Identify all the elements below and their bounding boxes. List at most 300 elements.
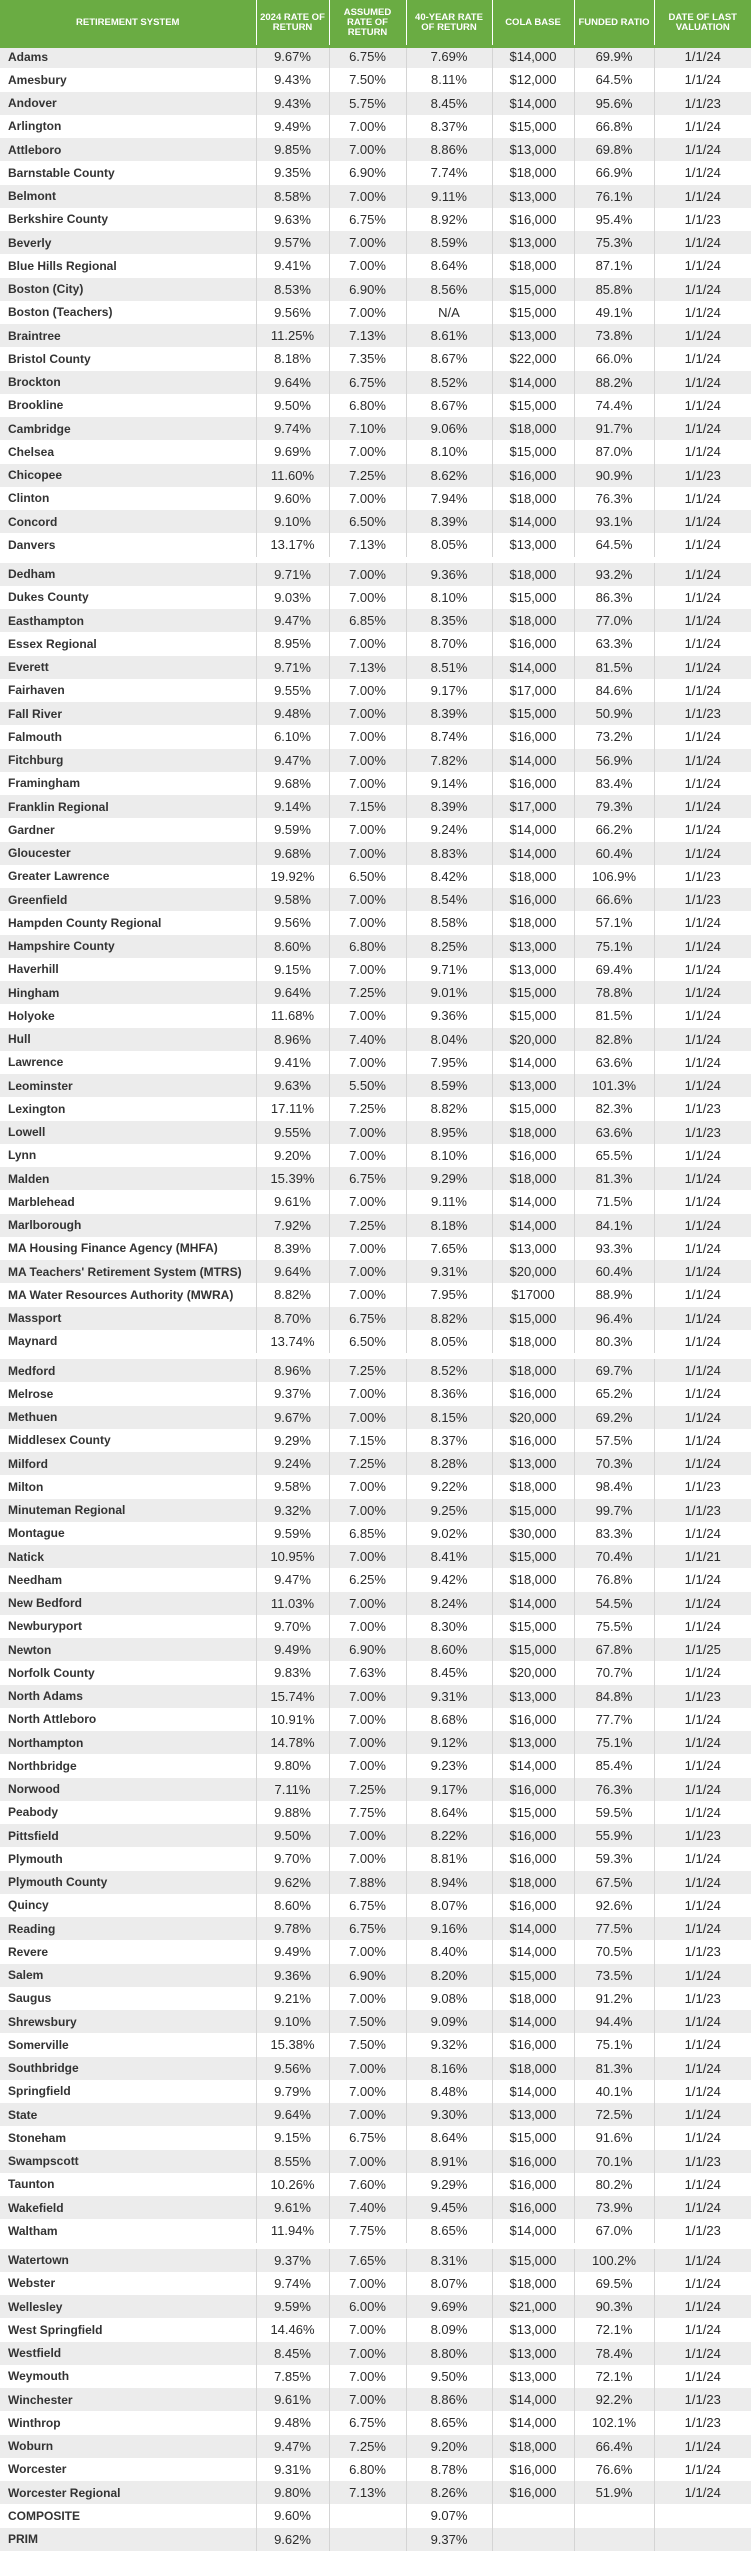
cell-cola-base: $16,000: [492, 1382, 574, 1405]
cell-assumed-rate: 7.00%: [329, 1382, 406, 1405]
cell-funded-ratio: 98.4%: [574, 1475, 654, 1498]
cell-retirement-system: Berkshire County: [0, 208, 256, 231]
cell-2024-rate: 9.32%: [256, 1499, 329, 1522]
cell-assumed-rate: 7.00%: [329, 1121, 406, 1144]
cell-assumed-rate: 7.00%: [329, 2103, 406, 2126]
cell-funded-ratio: 80.2%: [574, 2173, 654, 2196]
cell-cola-base: $18,000: [492, 560, 574, 586]
cell-2024-rate: 10.95%: [256, 1545, 329, 1568]
cell-funded-ratio: 87.0%: [574, 440, 654, 463]
cell-2024-rate: 9.80%: [256, 2481, 329, 2504]
cell-valuation-date: 1/1/24: [654, 772, 751, 795]
cell-cola-base: $15,000: [492, 1097, 574, 1120]
cell-assumed-rate: 7.00%: [329, 1754, 406, 1777]
table-row: [0, 440, 751, 463]
cell-40-year-rate: 8.20%: [406, 1964, 492, 1987]
cell-2024-rate: 9.63%: [256, 208, 329, 231]
cell-40-year-rate: 7.94%: [406, 487, 492, 510]
cell-assumed-rate: 7.13%: [329, 656, 406, 679]
cell-40-year-rate: 7.69%: [406, 45, 492, 68]
cell-2024-rate: 8.58%: [256, 185, 329, 208]
cell-valuation-date: 1/1/24: [654, 560, 751, 586]
cell-cola-base: $15,000: [492, 1499, 574, 1522]
cell-assumed-rate: 7.00%: [329, 1237, 406, 1260]
cell-40-year-rate: 8.65%: [406, 2411, 492, 2434]
cell-valuation-date: 1/1/24: [654, 679, 751, 702]
table-row: [0, 2219, 751, 2245]
table-row: [0, 2272, 751, 2295]
cell-2024-rate: 9.37%: [256, 2246, 329, 2272]
cell-funded-ratio: 57.5%: [574, 1429, 654, 1452]
cell-funded-ratio: [574, 2504, 654, 2527]
cell-valuation-date: 1/1/24: [654, 1307, 751, 1330]
table-body: [0, 45, 751, 2551]
cell-40-year-rate: 8.39%: [406, 510, 492, 533]
cell-retirement-system: Hingham: [0, 981, 256, 1004]
cell-cola-base: $15,000: [492, 440, 574, 463]
cell-retirement-system: Taunton: [0, 2173, 256, 2196]
cell-assumed-rate: 7.65%: [329, 2246, 406, 2272]
cell-assumed-rate: [329, 2528, 406, 2551]
cell-2024-rate: 9.20%: [256, 1144, 329, 1167]
cell-40-year-rate: 8.95%: [406, 1121, 492, 1144]
cell-40-year-rate: 8.82%: [406, 1097, 492, 1120]
cell-cola-base: $13,000: [492, 2365, 574, 2388]
table-row: [0, 911, 751, 934]
table-row: [0, 347, 751, 370]
cell-assumed-rate: 6.75%: [329, 1167, 406, 1190]
cell-assumed-rate: 7.00%: [329, 1545, 406, 1568]
cell-assumed-rate: 7.00%: [329, 2342, 406, 2365]
cell-40-year-rate: 8.42%: [406, 865, 492, 888]
cell-retirement-system: Haverhill: [0, 958, 256, 981]
cell-valuation-date: 1/1/24: [654, 1429, 751, 1452]
cell-assumed-rate: 6.00%: [329, 2295, 406, 2318]
table-row: [0, 2103, 751, 2126]
cell-40-year-rate: 8.68%: [406, 1708, 492, 1731]
cell-assumed-rate: 7.00%: [329, 1004, 406, 1027]
cell-funded-ratio: 69.2%: [574, 1406, 654, 1429]
cell-funded-ratio: 63.6%: [574, 1121, 654, 1144]
cell-2024-rate: 9.49%: [256, 1940, 329, 1963]
cell-2024-rate: 8.96%: [256, 1028, 329, 1051]
cell-40-year-rate: 8.86%: [406, 138, 492, 161]
cell-retirement-system: Melrose: [0, 1382, 256, 1405]
cell-2024-rate: 9.47%: [256, 1568, 329, 1591]
cell-cola-base: $15,000: [492, 115, 574, 138]
cell-retirement-system: Danvers: [0, 533, 256, 559]
table-row: [0, 1499, 751, 1522]
cell-cola-base: $18,000: [492, 1475, 574, 1498]
cell-2024-rate: 8.60%: [256, 1894, 329, 1917]
table-row: [0, 865, 751, 888]
cell-valuation-date: 1/1/24: [654, 842, 751, 865]
cell-retirement-system: Needham: [0, 1568, 256, 1591]
cell-funded-ratio: 81.5%: [574, 656, 654, 679]
cell-funded-ratio: 72.5%: [574, 2103, 654, 2126]
cell-cola-base: $14,000: [492, 2010, 574, 2033]
cell-2024-rate: 9.48%: [256, 2411, 329, 2434]
cell-retirement-system: Woburn: [0, 2435, 256, 2458]
cell-cola-base: $15,000: [492, 1801, 574, 1824]
cell-40-year-rate: 8.78%: [406, 2458, 492, 2481]
cell-cola-base: $18,000: [492, 1356, 574, 1382]
cell-retirement-system: Natick: [0, 1545, 256, 1568]
cell-retirement-system: Hull: [0, 1028, 256, 1051]
cell-valuation-date: 1/1/24: [654, 278, 751, 301]
cell-cola-base: $22,000: [492, 347, 574, 370]
cell-funded-ratio: 75.5%: [574, 1615, 654, 1638]
cell-retirement-system: Chicopee: [0, 464, 256, 487]
cell-2024-rate: 17.11%: [256, 1097, 329, 1120]
cell-retirement-system: Attleboro: [0, 138, 256, 161]
cell-cola-base: $14,000: [492, 1592, 574, 1615]
cell-cola-base: $14,000: [492, 2219, 574, 2245]
cell-valuation-date: 1/1/23: [654, 2150, 751, 2173]
cell-40-year-rate: 8.86%: [406, 2388, 492, 2411]
cell-funded-ratio: 84.1%: [574, 1214, 654, 1237]
table-row: [0, 842, 751, 865]
cell-40-year-rate: 8.24%: [406, 1592, 492, 1615]
table-row: [0, 632, 751, 655]
cell-funded-ratio: 96.4%: [574, 1307, 654, 1330]
cell-assumed-rate: 7.00%: [329, 772, 406, 795]
cell-assumed-rate: 7.00%: [329, 138, 406, 161]
header-underline: [0, 45, 751, 48]
cell-retirement-system: Springfield: [0, 2080, 256, 2103]
cell-funded-ratio: 76.1%: [574, 185, 654, 208]
cell-cola-base: $20,000: [492, 1406, 574, 1429]
cell-valuation-date: 1/1/24: [654, 2080, 751, 2103]
cell-40-year-rate: 9.30%: [406, 2103, 492, 2126]
cell-funded-ratio: 66.2%: [574, 818, 654, 841]
header-assumed-rate-of-return: ASSUMED RATE OF RETURN: [329, 0, 406, 45]
table-row: [0, 935, 751, 958]
cell-retirement-system: Holyoke: [0, 1004, 256, 1027]
cell-funded-ratio: 83.3%: [574, 1522, 654, 1545]
cell-2024-rate: 9.68%: [256, 842, 329, 865]
table-row: [0, 278, 751, 301]
cell-retirement-system: Lawrence: [0, 1051, 256, 1074]
cell-funded-ratio: 76.6%: [574, 2458, 654, 2481]
cell-retirement-system: Newton: [0, 1638, 256, 1661]
table-row: [0, 92, 751, 115]
table-row: [0, 1356, 751, 1382]
cell-funded-ratio: 73.8%: [574, 324, 654, 347]
cell-2024-rate: 9.67%: [256, 45, 329, 68]
table-row: [0, 2246, 751, 2272]
cell-2024-rate: 10.26%: [256, 2173, 329, 2196]
cell-funded-ratio: 59.5%: [574, 1801, 654, 1824]
table-row: [0, 2295, 751, 2318]
cell-assumed-rate: 7.00%: [329, 1847, 406, 1870]
cell-40-year-rate: 8.11%: [406, 68, 492, 91]
cell-valuation-date: 1/1/24: [654, 1406, 751, 1429]
cell-40-year-rate: 8.45%: [406, 1661, 492, 1684]
cell-assumed-rate: 7.15%: [329, 795, 406, 818]
cell-funded-ratio: 88.9%: [574, 1283, 654, 1306]
cell-funded-ratio: 100.2%: [574, 2246, 654, 2272]
table-row: [0, 818, 751, 841]
cell-2024-rate: 14.78%: [256, 1731, 329, 1754]
table-row: [0, 749, 751, 772]
table-row: [0, 2033, 751, 2056]
cell-2024-rate: 9.80%: [256, 1754, 329, 1777]
cell-valuation-date: 1/1/24: [654, 818, 751, 841]
cell-retirement-system: Waltham: [0, 2219, 256, 2245]
cell-retirement-system: Boston (Teachers): [0, 301, 256, 324]
cell-retirement-system: Easthampton: [0, 609, 256, 632]
cell-retirement-system: Swampscott: [0, 2150, 256, 2173]
cell-assumed-rate: 7.88%: [329, 1871, 406, 1894]
cell-retirement-system: Gardner: [0, 818, 256, 841]
cell-40-year-rate: 8.74%: [406, 725, 492, 748]
cell-funded-ratio: 84.6%: [574, 679, 654, 702]
table-row: [0, 958, 751, 981]
cell-40-year-rate: 9.11%: [406, 1190, 492, 1213]
cell-2024-rate: 8.53%: [256, 278, 329, 301]
cell-valuation-date: 1/1/24: [654, 1708, 751, 1731]
cell-cola-base: $18,000: [492, 1987, 574, 2010]
cell-40-year-rate: 9.01%: [406, 981, 492, 1004]
cell-funded-ratio: 78.4%: [574, 2342, 654, 2365]
cell-retirement-system: Lynn: [0, 1144, 256, 1167]
cell-40-year-rate: 8.83%: [406, 842, 492, 865]
cell-2024-rate: 9.48%: [256, 702, 329, 725]
cell-funded-ratio: 75.3%: [574, 231, 654, 254]
cell-retirement-system: Plymouth: [0, 1847, 256, 1870]
cell-cola-base: $18,000: [492, 2272, 574, 2295]
cell-valuation-date: 1/1/24: [654, 2458, 751, 2481]
cell-retirement-system: State: [0, 2103, 256, 2126]
cell-valuation-date: 1/1/24: [654, 2196, 751, 2219]
cell-retirement-system: Dedham: [0, 560, 256, 586]
cell-40-year-rate: 8.05%: [406, 1330, 492, 1356]
cell-40-year-rate: 8.37%: [406, 115, 492, 138]
cell-valuation-date: 1/1/24: [654, 301, 751, 324]
cell-valuation-date: 1/1/24: [654, 1214, 751, 1237]
cell-funded-ratio: 70.5%: [574, 1940, 654, 1963]
table-row: [0, 1237, 751, 1260]
table-row: [0, 2150, 751, 2173]
cell-assumed-rate: 7.75%: [329, 1801, 406, 1824]
cell-funded-ratio: 85.4%: [574, 1754, 654, 1777]
cell-funded-ratio: 80.3%: [574, 1330, 654, 1356]
cell-funded-ratio: 93.2%: [574, 560, 654, 586]
table-row: [0, 981, 751, 1004]
cell-funded-ratio: 95.4%: [574, 208, 654, 231]
cell-funded-ratio: 70.3%: [574, 1452, 654, 1475]
cell-assumed-rate: 6.90%: [329, 1638, 406, 1661]
cell-cola-base: $18,000: [492, 2057, 574, 2080]
table-row: [0, 2435, 751, 2458]
cell-funded-ratio: 67.5%: [574, 1871, 654, 1894]
cell-valuation-date: 1/1/24: [654, 1051, 751, 1074]
cell-assumed-rate: 7.00%: [329, 2080, 406, 2103]
cell-valuation-date: 1/1/24: [654, 1615, 751, 1638]
cell-2024-rate: 9.43%: [256, 68, 329, 91]
cell-2024-rate: 9.78%: [256, 1917, 329, 1940]
cell-funded-ratio: 60.4%: [574, 842, 654, 865]
cell-retirement-system: Everett: [0, 656, 256, 679]
cell-assumed-rate: 7.00%: [329, 1499, 406, 1522]
header-cola-base: COLA BASE: [492, 0, 574, 45]
cell-2024-rate: 9.58%: [256, 1475, 329, 1498]
table-row: [0, 2365, 751, 2388]
cell-assumed-rate: 6.50%: [329, 1330, 406, 1356]
cell-2024-rate: 9.36%: [256, 1964, 329, 1987]
cell-2024-rate: 9.41%: [256, 254, 329, 277]
cell-assumed-rate: 7.00%: [329, 1051, 406, 1074]
cell-retirement-system: Dukes County: [0, 586, 256, 609]
cell-funded-ratio: 64.5%: [574, 533, 654, 559]
cell-assumed-rate: 7.25%: [329, 1452, 406, 1475]
cell-40-year-rate: 8.48%: [406, 2080, 492, 2103]
cell-2024-rate: 9.37%: [256, 1382, 329, 1405]
cell-40-year-rate: 8.07%: [406, 2272, 492, 2295]
cell-retirement-system: Salem: [0, 1964, 256, 1987]
cell-assumed-rate: 7.13%: [329, 324, 406, 347]
cell-40-year-rate: 7.65%: [406, 1237, 492, 1260]
cell-cola-base: $15,000: [492, 702, 574, 725]
cell-assumed-rate: 7.00%: [329, 1940, 406, 1963]
cell-40-year-rate: 8.60%: [406, 1638, 492, 1661]
cell-40-year-rate: 9.36%: [406, 560, 492, 586]
cell-cola-base: $18,000: [492, 254, 574, 277]
cell-2024-rate: 9.56%: [256, 2057, 329, 2080]
table-row: [0, 1283, 751, 1306]
cell-2024-rate: 13.17%: [256, 533, 329, 559]
cell-valuation-date: 1/1/25: [654, 1638, 751, 1661]
cell-funded-ratio: 49.1%: [574, 301, 654, 324]
cell-retirement-system: North Attleboro: [0, 1708, 256, 1731]
cell-2024-rate: 9.47%: [256, 2435, 329, 2458]
table-row: [0, 1592, 751, 1615]
cell-retirement-system: Westfield: [0, 2342, 256, 2365]
cell-2024-rate: 8.82%: [256, 1283, 329, 1306]
cell-cola-base: $15,000: [492, 586, 574, 609]
table-row: [0, 1987, 751, 2010]
cell-retirement-system: Weymouth: [0, 2365, 256, 2388]
table-row: [0, 1685, 751, 1708]
cell-cola-base: $14,000: [492, 2080, 574, 2103]
cell-cola-base: $20,000: [492, 1028, 574, 1051]
cell-funded-ratio: 78.8%: [574, 981, 654, 1004]
cell-retirement-system: Arlington: [0, 115, 256, 138]
cell-2024-rate: 9.68%: [256, 772, 329, 795]
cell-retirement-system: Methuen: [0, 1406, 256, 1429]
cell-2024-rate: 11.25%: [256, 324, 329, 347]
cell-assumed-rate: 7.00%: [329, 185, 406, 208]
cell-valuation-date: 1/1/24: [654, 1917, 751, 1940]
cell-cola-base: $20,000: [492, 1260, 574, 1283]
cell-funded-ratio: 66.6%: [574, 888, 654, 911]
cell-retirement-system: Shrewsbury: [0, 2010, 256, 2033]
table-row: [0, 1121, 751, 1144]
cell-2024-rate: 9.50%: [256, 1824, 329, 1847]
cell-funded-ratio: 75.1%: [574, 2033, 654, 2056]
cell-cola-base: $16,000: [492, 888, 574, 911]
cell-valuation-date: 1/1/24: [654, 2126, 751, 2149]
table-row: [0, 772, 751, 795]
cell-retirement-system: Amesbury: [0, 68, 256, 91]
table-row: [0, 679, 751, 702]
table-row: [0, 417, 751, 440]
cell-40-year-rate: 8.64%: [406, 1801, 492, 1824]
cell-cola-base: $15,000: [492, 278, 574, 301]
cell-2024-rate: 9.69%: [256, 440, 329, 463]
cell-40-year-rate: 8.18%: [406, 1214, 492, 1237]
cell-valuation-date: 1/1/24: [654, 138, 751, 161]
table-row: [0, 2318, 751, 2341]
cell-cola-base: $16,000: [492, 1429, 574, 1452]
cell-2024-rate: 9.24%: [256, 1452, 329, 1475]
cell-assumed-rate: 7.00%: [329, 231, 406, 254]
table-row: [0, 1847, 751, 1870]
table-row: [0, 1545, 751, 1568]
table-row: [0, 2481, 751, 2504]
cell-assumed-rate: 7.00%: [329, 1475, 406, 1498]
cell-valuation-date: 1/1/23: [654, 1121, 751, 1144]
cell-assumed-rate: 7.00%: [329, 2365, 406, 2388]
cell-funded-ratio: 66.8%: [574, 115, 654, 138]
cell-assumed-rate: 7.00%: [329, 1708, 406, 1731]
cell-2024-rate: 9.58%: [256, 888, 329, 911]
cell-valuation-date: 1/1/23: [654, 208, 751, 231]
cell-40-year-rate: 8.10%: [406, 440, 492, 463]
table-row: [0, 1894, 751, 1917]
cell-cola-base: $13,000: [492, 1237, 574, 1260]
cell-40-year-rate: 9.07%: [406, 2504, 492, 2527]
table-row: [0, 1004, 751, 1027]
cell-assumed-rate: 6.75%: [329, 2126, 406, 2149]
cell-2024-rate: 14.46%: [256, 2318, 329, 2341]
cell-funded-ratio: 63.3%: [574, 632, 654, 655]
table-row: [0, 301, 751, 324]
cell-assumed-rate: 5.50%: [329, 1074, 406, 1097]
cell-40-year-rate: 9.12%: [406, 1731, 492, 1754]
cell-valuation-date: 1/1/23: [654, 1824, 751, 1847]
cell-cola-base: $14,000: [492, 1051, 574, 1074]
table-row: [0, 324, 751, 347]
cell-retirement-system: Greenfield: [0, 888, 256, 911]
cell-assumed-rate: 7.00%: [329, 2318, 406, 2341]
cell-cola-base: $18,000: [492, 1330, 574, 1356]
cell-valuation-date: 1/1/24: [654, 440, 751, 463]
cell-assumed-rate: 7.00%: [329, 1615, 406, 1638]
cell-cola-base: $16,000: [492, 725, 574, 748]
table-row: [0, 1382, 751, 1405]
cell-retirement-system: Norfolk County: [0, 1661, 256, 1684]
cell-funded-ratio: 92.2%: [574, 2388, 654, 2411]
cell-valuation-date: 1/1/24: [654, 371, 751, 394]
cell-assumed-rate: 7.00%: [329, 1592, 406, 1615]
cell-retirement-system: Fall River: [0, 702, 256, 725]
table-row: [0, 2504, 751, 2527]
table-row: [0, 1522, 751, 1545]
table-row: [0, 231, 751, 254]
cell-cola-base: $13,000: [492, 324, 574, 347]
cell-funded-ratio: 71.5%: [574, 1190, 654, 1213]
cell-funded-ratio: 93.3%: [574, 1237, 654, 1260]
cell-cola-base: $15,000: [492, 2246, 574, 2272]
cell-cola-base: $13,000: [492, 231, 574, 254]
table-row: [0, 1074, 751, 1097]
cell-40-year-rate: 7.95%: [406, 1283, 492, 1306]
cell-valuation-date: 1/1/24: [654, 1731, 751, 1754]
cell-valuation-date: 1/1/24: [654, 911, 751, 934]
cell-cola-base: $14,000: [492, 1214, 574, 1237]
